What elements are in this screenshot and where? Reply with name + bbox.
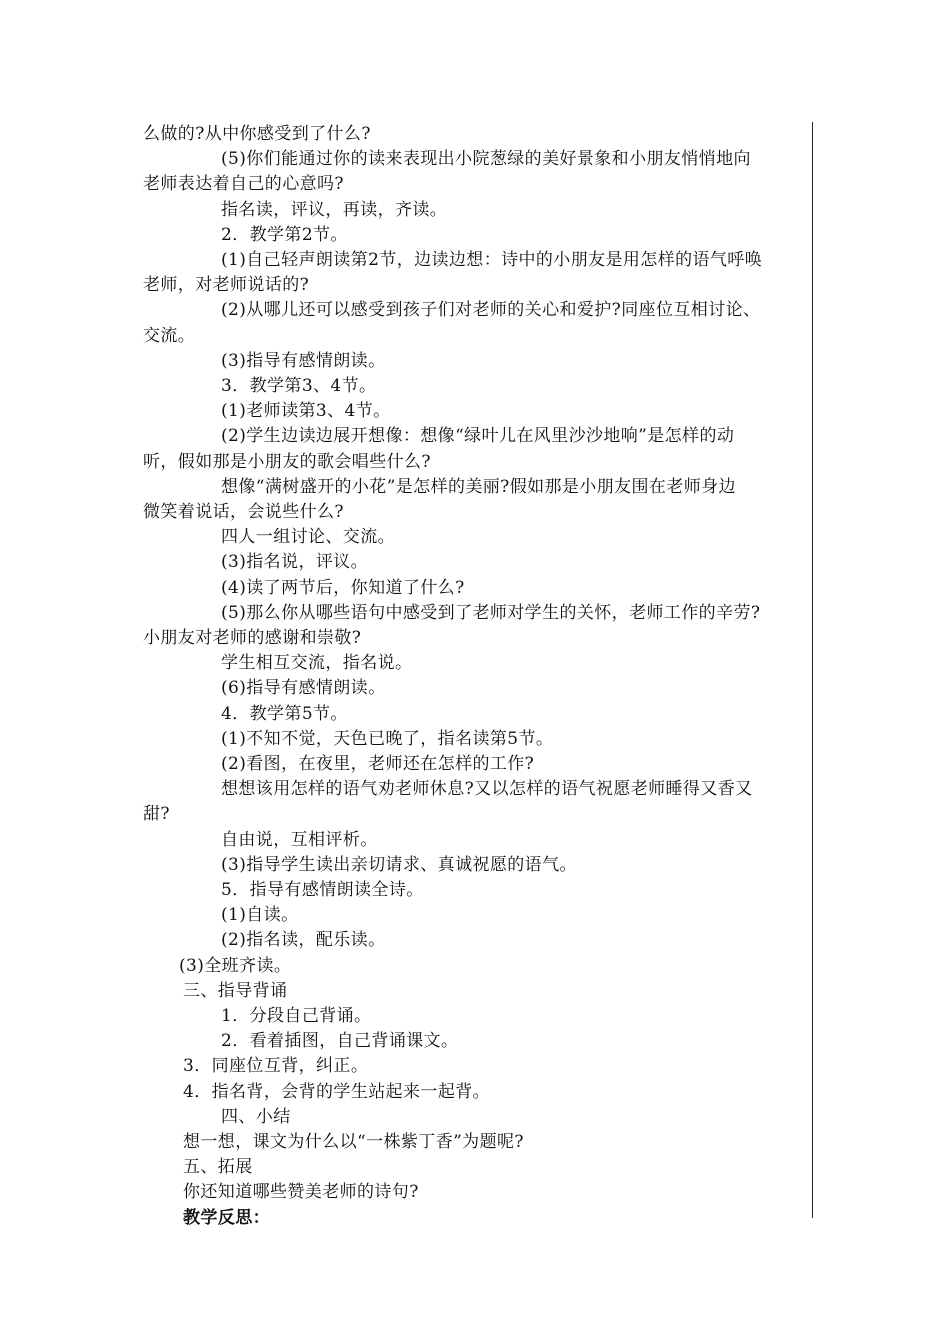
text-line: (3)指导学生读出亲切请求、真诚祝愿的语气。 <box>221 855 577 875</box>
text-line: 想一想，课文为什么以“一株紫丁香”为题呢? <box>183 1132 524 1152</box>
section-heading: 三、指导背诵 <box>183 981 288 1001</box>
text-line: 听，假如那是小朋友的歌会唱些什么? <box>143 452 431 472</box>
text-line: 小朋友对老师的感谢和崇敬? <box>143 628 362 648</box>
text-line: (3)指名说，评议。 <box>221 552 369 572</box>
text-line: (1)老师读第3、4节。 <box>221 401 391 421</box>
text-line: (5)你们能通过你的读来表现出小院葱绿的美好景象和小朋友悄悄地向 <box>221 149 751 169</box>
text-line: (5)那么你从哪些语句中感受到了老师对学生的关怀，老师工作的辛劳? <box>221 603 761 623</box>
text-line: 1．分段自己背诵。 <box>221 1006 372 1026</box>
text-line: (2)指名读，配乐读。 <box>221 930 386 950</box>
text-line: 指名读，评议，再读，齐读。 <box>221 200 448 220</box>
text-line: (1)自己轻声朗读第2节，边读边想：诗中的小朋友是用怎样的语气呼唤 <box>221 250 763 270</box>
text-line: 四人一组讨论、交流。 <box>221 527 395 547</box>
text-line: 么做的?从中你感受到了什么? <box>143 124 371 144</box>
text-line: 自由说，互相评析。 <box>221 830 378 850</box>
text-line: 5．指导有感情朗读全诗。 <box>221 880 424 900</box>
text-line: 学生相互交流，指名说。 <box>221 653 413 673</box>
text-line: (1)自读。 <box>221 905 299 925</box>
text-line: (2)看图，在夜里，老师还在怎样的工作? <box>221 754 535 774</box>
text-line: 2．教学第2节。 <box>221 225 348 245</box>
reflection-label: 教学反思： <box>183 1208 270 1228</box>
text-line: (3)全班齐读。 <box>179 956 292 976</box>
text-line: 4．教学第5节。 <box>221 704 348 724</box>
text-line: 3．同座位互背，纠正。 <box>183 1056 369 1076</box>
text-line: (2)从哪儿还可以感受到孩子们对老师的关心和爱护?同座位互相讨论、 <box>221 300 761 320</box>
text-line: (3)指导有感情朗读。 <box>221 351 386 371</box>
text-line: (1)不知不觉，天色已晚了，指名读第5节。 <box>221 729 554 749</box>
text-line: 4．指名背，会背的学生站起来一起背。 <box>183 1082 491 1102</box>
text-line: 3．教学第3、4节。 <box>221 376 377 396</box>
text-line: 想想该用怎样的语气劝老师休息?又以怎样的语气祝愿老师睡得又香又 <box>221 779 753 799</box>
text-line: 2．看着插图，自己背诵课文。 <box>221 1031 459 1051</box>
text-line: 老师表达着自己的心意吗? <box>143 174 344 194</box>
section-heading: 四、小结 <box>221 1107 291 1127</box>
text-line: 交流。 <box>143 326 196 346</box>
text-line: 老师，对老师说话的? <box>143 275 310 295</box>
text-line: 甜? <box>143 804 170 824</box>
section-heading: 五、拓展 <box>183 1157 253 1177</box>
text-line: (6)指导有感情朗读。 <box>221 678 386 698</box>
text-line: (4)读了两节后，你知道了什么? <box>221 578 465 598</box>
text-line: (2)学生边读边展开想像：想像“绿叶儿在风里沙沙地响”是怎样的动 <box>221 426 735 446</box>
text-line: 微笑着说话，会说些什么? <box>143 502 344 522</box>
text-line: 你还知道哪些赞美老师的诗句? <box>183 1182 419 1202</box>
text-line: 想像“满树盛开的小花”是怎样的美丽?假如那是小朋友围在老师身边 <box>221 477 736 497</box>
table-border-right <box>812 122 813 1218</box>
